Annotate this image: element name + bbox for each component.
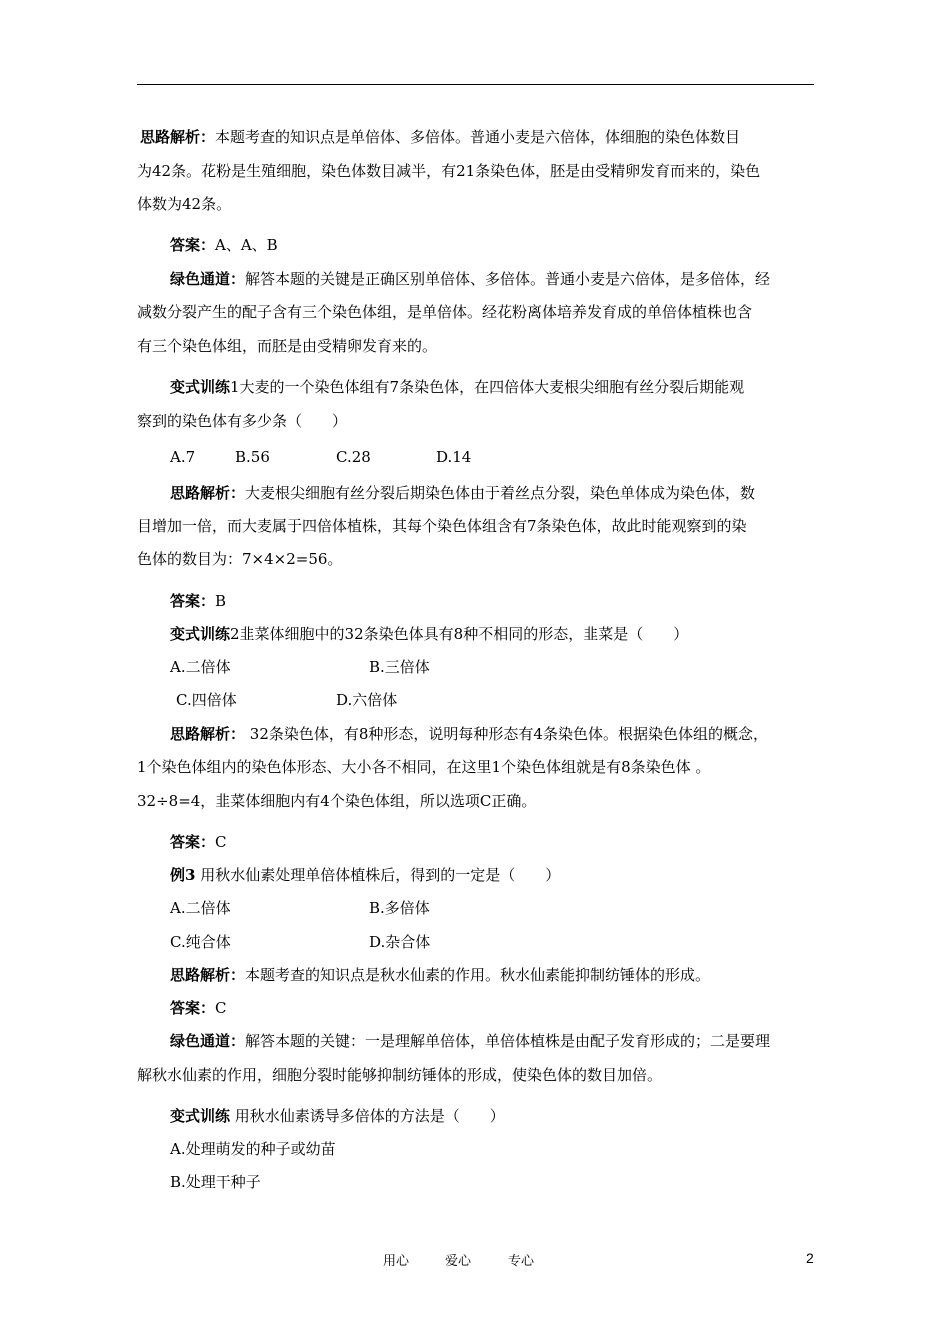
line-text: 为42条。花粉是生殖细胞，染色体数目减半，有21条染色体，胚是由受精卵发育而来的，染色 [137,162,761,180]
line-text: 1个染色体组内的染色体形态、大小各不相同，在这里1个染色体组就是有8条染色体 。 [137,758,711,776]
footer-motto: 用心 [383,1254,410,1269]
text-line [140,126,740,147]
option: B.三倍体 [369,658,430,676]
page-number: 2 [806,1250,814,1266]
answer-line [170,831,227,852]
line-text: 用秋水仙素诱导多倍体的方法是（ ） [230,1107,505,1125]
line-text: B [215,592,227,610]
option: B.56 [235,448,270,466]
text-line [137,160,760,181]
text-line [137,756,710,777]
answer-line [170,590,226,611]
option: D.六倍体 [336,691,398,709]
text-line [137,548,342,569]
line-text: 2韭菜体细胞中的32条染色体具有8种不相同的形态，韭菜是（ ） [230,625,689,643]
line-text: 减数分裂产生的配子含有三个染色体组，是单倍体。经花粉离体培养发育成的单倍体植株也含 [137,303,753,321]
question-line [170,864,560,885]
answer-line [170,997,227,1018]
line-label: 思路解析： [140,128,216,146]
option: C.28 [336,448,371,466]
text-line [137,515,747,536]
line-label: 变式训练 [170,1107,231,1125]
line-text: 用秋水仙素处理单倍体植株后，得到的一定是（ ） [195,866,561,884]
text-line [170,723,768,744]
line-text: 色体的数目为：7×4×2=56。 [137,550,343,568]
line-text: B.处理干种子 [170,1173,261,1191]
option: A.二倍体 [170,658,231,676]
line-text: 大麦根尖细胞有丝分裂后期染色体由于着丝点分裂，染色单体成为染色体，数 [245,484,756,502]
text-line [170,1030,770,1051]
option: C.四倍体 [176,691,237,709]
question-line [170,1105,505,1126]
text-line [170,482,755,503]
line-label: 答案： [170,236,216,254]
line-label: 绿色通道： [170,270,246,288]
text-line [137,790,536,811]
option: A.二倍体 [170,899,231,917]
line-label: 变式训练 [170,378,231,396]
line-label: 思路解析： [170,966,246,984]
question-line [137,410,347,431]
line-text: A、A、B [215,236,278,254]
text-line [137,335,437,356]
line-text: 解秋水仙素的作用，细胞分裂时能够抑制纺锤体的形成，使染色体的数目加倍。 [137,1066,663,1084]
line-text: 本题考查的知识点是单倍体、多倍体。普通小麦是六倍体，体细胞的染色体数目 [215,128,741,146]
text-line [170,964,710,985]
line-text: 体数为42条。 [137,195,232,213]
question-line [170,376,744,397]
line-text: 1大麦的一个染色体组有7条染色体，在四倍体大麦根尖细胞有丝分裂后期能观 [230,378,745,396]
line-label: 答案： [170,592,216,610]
option-line [170,1138,336,1159]
line-text: 目增加一倍，而大麦属于四倍体植株，其每个染色体组含有7条染色体，故此时能观察到的染 [137,517,747,535]
line-text: 解答本题的关键：一是理解单倍体，单倍体植株是由配子发育形成的；二是要理 [245,1032,771,1050]
line-label: 答案： [170,999,216,1017]
question-line [170,623,688,644]
answer-line [170,234,278,255]
line-text: 解答本题的关键是正确区别单倍体、多倍体。普通小麦是六倍体，是多倍体，经 [245,270,771,288]
option: A.7 [170,448,196,466]
line-text: 32÷8=4，韭菜体细胞内有4个染色体组，所以选项C正确。 [137,792,537,810]
text-line [137,193,231,214]
line-label: 变式训练 [170,625,231,643]
footer-motto: 爱心 [445,1254,472,1269]
line-text: 32条染色体，有8种形态，说明每种形态有4条染色体。根据染色体组的概念， [245,725,768,743]
option: B.多倍体 [369,899,430,917]
line-text: A.处理萌发的种子或幼苗 [170,1140,336,1158]
option: C.纯合体 [170,933,231,951]
footer-motto: 专心 [508,1254,535,1269]
option-line [170,1171,261,1192]
text-line [137,301,752,322]
text-line [137,1064,662,1085]
header-rule [137,84,814,85]
line-text: C [215,999,227,1017]
line-text: C [215,833,227,851]
line-text: 本题考查的知识点是秋水仙素的作用。秋水仙素能抑制纺锤体的形成。 [245,966,711,984]
line-label: 思路解析： [170,725,246,743]
line-text: 察到的染色体有多少条（ ） [137,412,348,430]
line-label: 绿色通道： [170,1032,246,1050]
option: D.杂合体 [369,933,431,951]
line-text: 有三个染色体组，而胚是由受精卵发育来的。 [137,337,438,355]
line-label: 例3 [170,866,196,884]
line-label: 思路解析： [170,484,246,502]
line-label: 答案： [170,833,216,851]
text-line [170,268,770,289]
option: D.14 [436,448,472,466]
